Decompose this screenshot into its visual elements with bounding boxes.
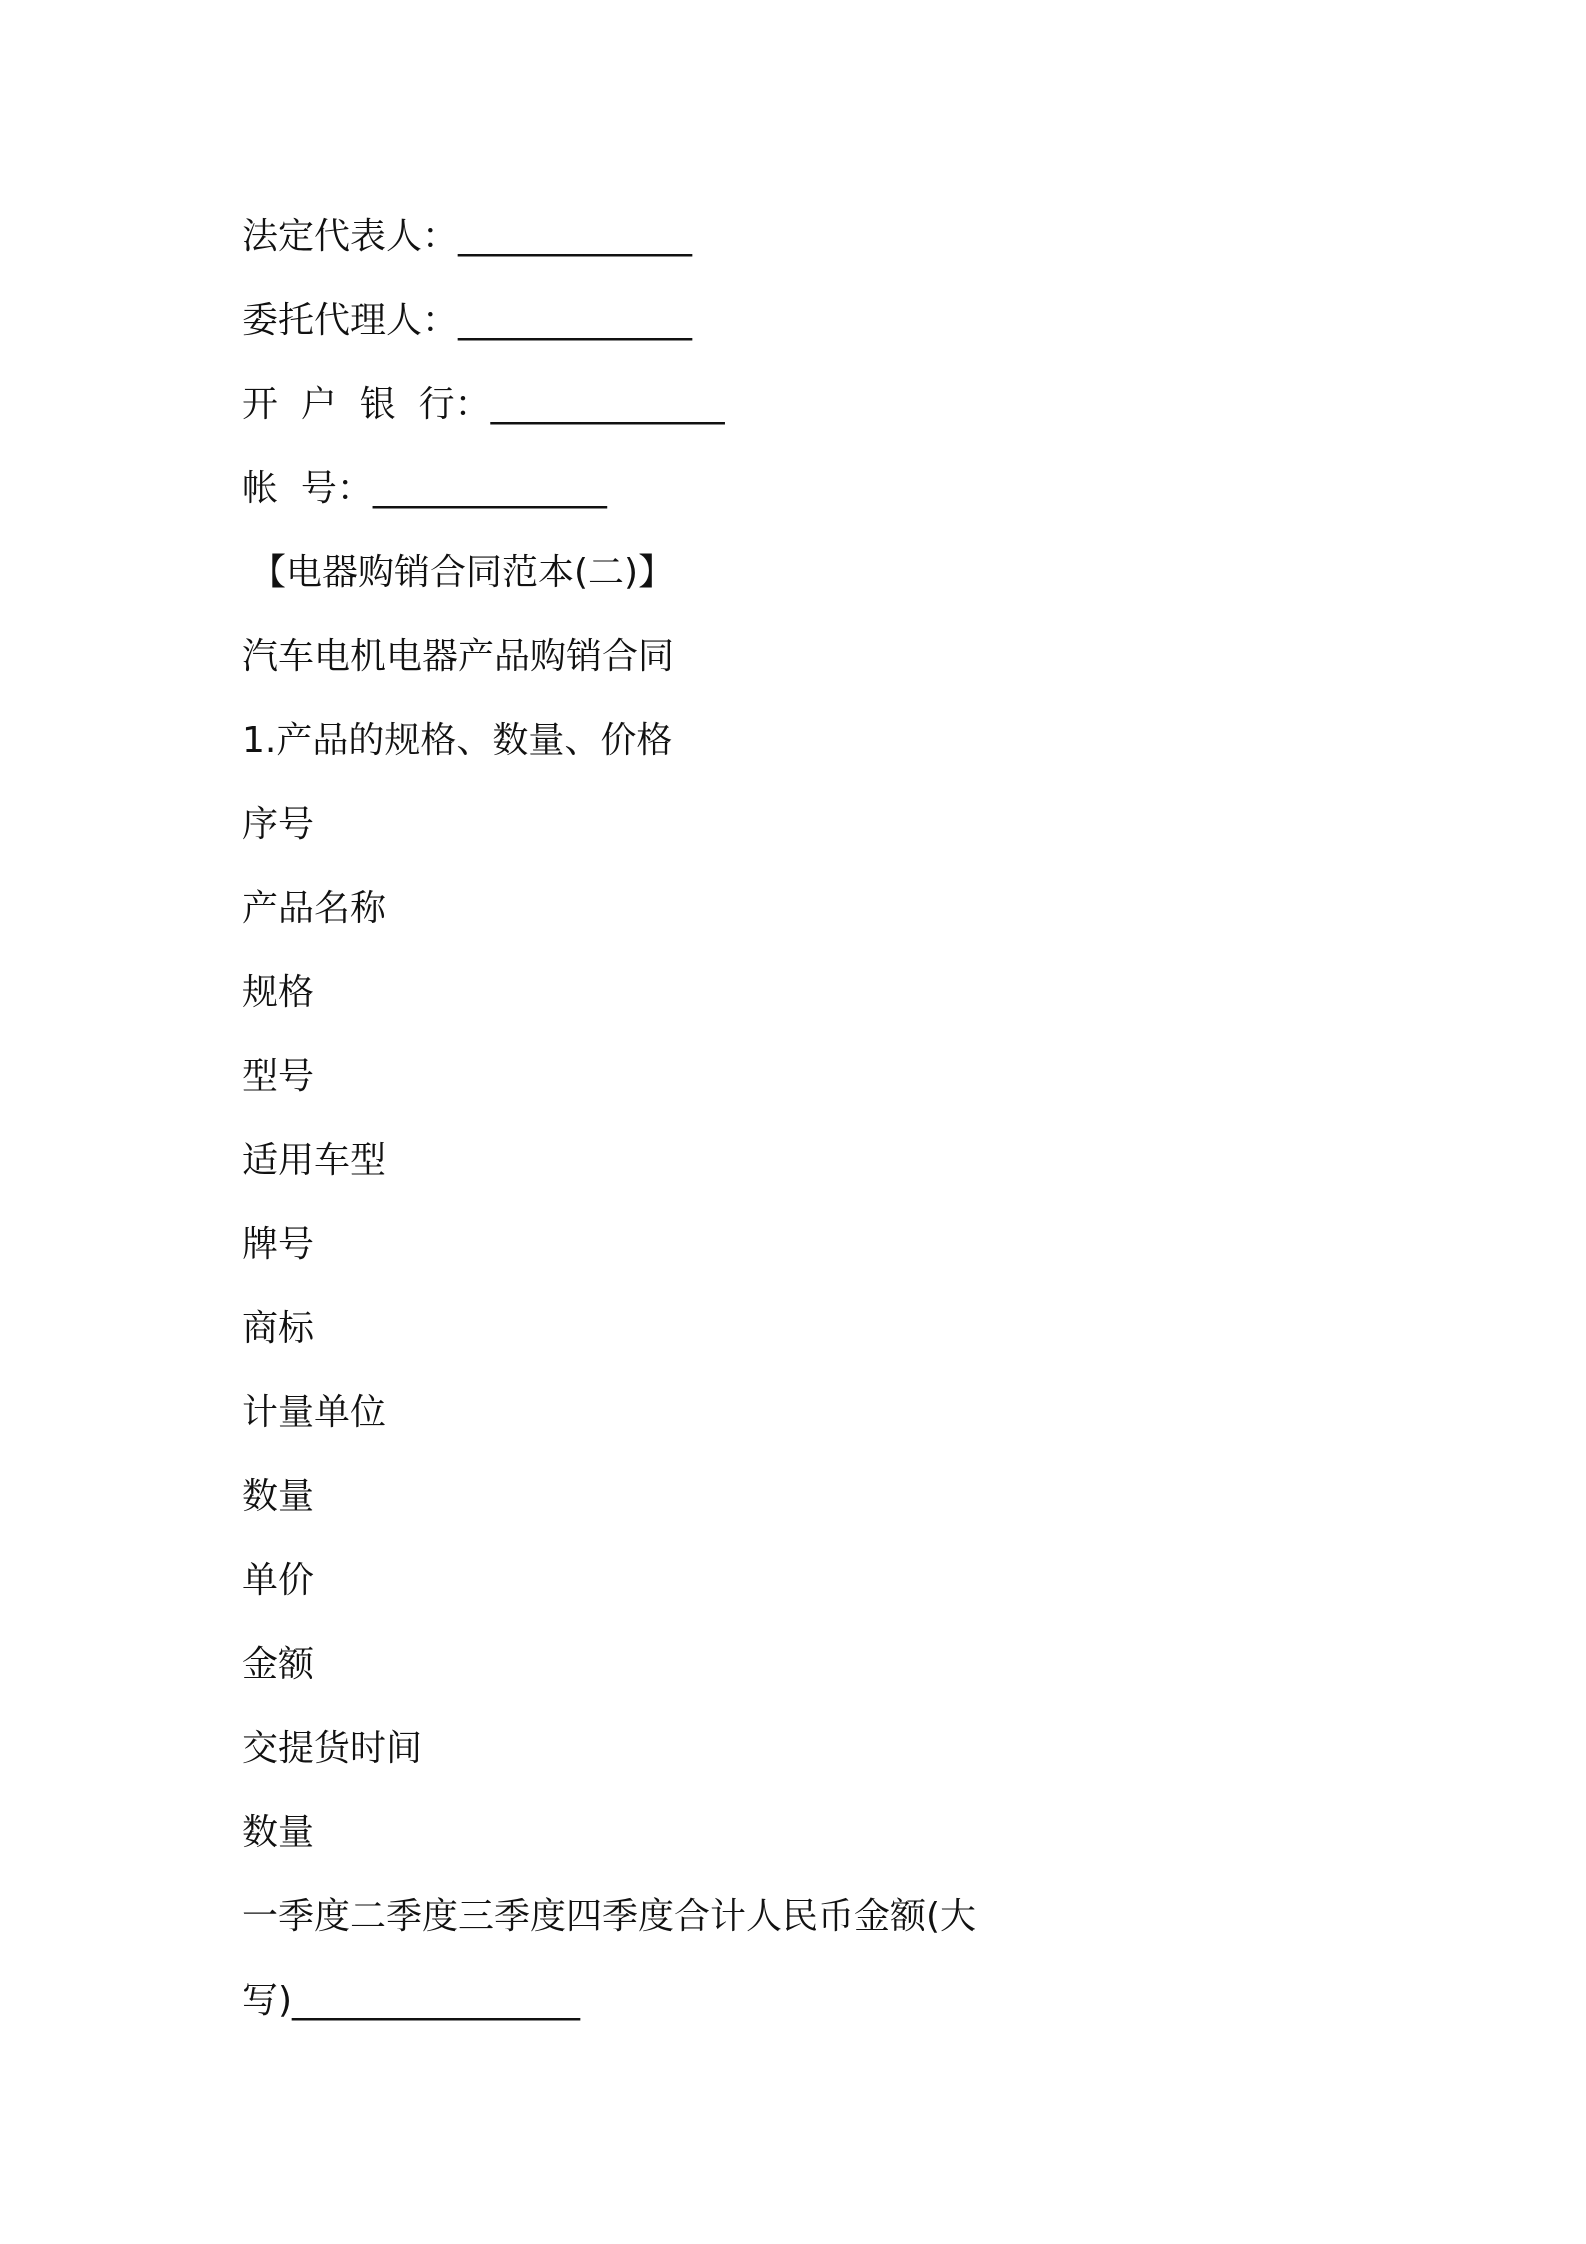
quarterly-total-line: 一季度二季度三季度四季度合计人民币金额(大 <box>242 1896 977 1937</box>
clause-heading: 1.产品的规格、数量、价格 <box>242 720 673 761</box>
field-applicable-vehicle: 适用车型 <box>242 1140 387 1181</box>
section-heading: 【电器购销合同范本(二)】 <box>250 552 675 593</box>
document-body <box>242 195 1342 2043</box>
field-product-name: 产品名称 <box>242 888 387 929</box>
legal-representative-line: 法定代表人：_____________ <box>242 216 693 257</box>
authorized-agent-line: 委托代理人：_____________ <box>242 300 693 341</box>
bank-line: 开 户 银 行：_____________ <box>242 384 725 425</box>
field-amount: 金额 <box>242 1644 315 1685</box>
field-brand-number: 牌号 <box>242 1224 315 1265</box>
field-quantity-2: 数量 <box>242 1812 315 1853</box>
field-model: 型号 <box>242 1056 315 1097</box>
amount-in-words-line: 写)________________ <box>242 1980 581 2021</box>
field-unit-price: 单价 <box>242 1560 315 1601</box>
field-specification: 规格 <box>242 972 315 1013</box>
field-unit: 计量单位 <box>242 1392 387 1433</box>
contract-title: 汽车电机电器产品购销合同 <box>242 636 675 677</box>
field-delivery-time: 交提货时间 <box>242 1728 423 1769</box>
field-trademark: 商标 <box>242 1308 315 1349</box>
field-quantity: 数量 <box>242 1476 315 1517</box>
account-number-line: 帐 号：_____________ <box>242 468 607 509</box>
field-serial-number: 序号 <box>242 804 315 845</box>
